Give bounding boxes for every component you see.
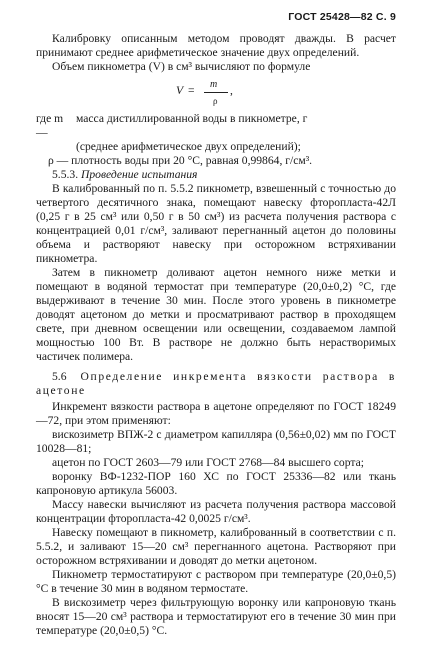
list-item-viscometer: вискозиметр ВПЖ-2 с диаметром капилляра (0,56±0,02) мм по ГОСТ 10028—81; (36, 428, 396, 455)
where-label: где m — (36, 112, 64, 139)
formula-denominator: ρ (213, 96, 218, 106)
where-definition (36, 112, 396, 140)
paragraph-volume: Объем пикнометра (V) в см³ вычисляют по формуле (52, 60, 311, 73)
paragraph-sample-placement: Навеску помещают в пикнометр, калиброванный в соответствии с п. 5.5.2, и заливают 15—20 см³ перегнанного ацетона. Растворяют при осторожном встряхивании и доводят до метки ацетоном. (36, 526, 396, 567)
formula-end: , (230, 84, 233, 97)
formula-numerator: m (210, 79, 218, 90)
paragraph-sample-mass: Массу навески вычисляют из расчета получения раствора массовой концентрации фторопласта-42 0,0025 г/см³. (36, 498, 396, 525)
paragraph-increment: Инкремент вязкости раствора в ацетоне определяют по ГОСТ 18249—72, при этом применяют: (36, 400, 396, 427)
subsection-5-5-3 (36, 168, 396, 182)
subsection-title: Проведение испытания (81, 168, 198, 181)
page-header: ГОСТ 25428—82 С. 9 (288, 11, 396, 23)
paragraph-calibration: Калибровку описанным методом проводят дважды. В расчет принимают среднее арифметическое значение двух определений. (36, 32, 396, 59)
where-continuation: (среднее арифметическое двух определений); (76, 140, 301, 153)
section-title: Определение инкремента вязкости раствора в ацетоне (36, 370, 396, 397)
volume-formula (36, 76, 396, 112)
list-item-acetone: ацетон по ГОСТ 2603—79 или ГОСТ 2768—84 высшего сорта; (52, 456, 364, 469)
document-page (36, 10, 396, 638)
rho-definition: ρ — плотность воды при 20 °С, равная 0,99864, г/см³. (48, 154, 313, 167)
paragraph-viscometer-fill: В вискозиметр через фильтрующую воронку или капроновую ткань вносят 15—20 см³ раствора и термостатируют его в течение 30 мин при температуре (20,0±0,5) °С. (36, 596, 396, 637)
list-item-funnel: воронку ВФ-1232-ПОР 160 ХС по ГОСТ 25336—82 или ткань капроновую артикула 56003. (36, 470, 396, 497)
subsection-number: 5.5.3. (52, 168, 79, 181)
formula-lhs: V (176, 84, 184, 97)
paragraph-thermostat: Затем в пикнометр доливают ацетон немного ниже метки и помещают в водяной термостат при температуре (20,0±0,2) °С, где выдерживают в течение 30 мин. После этого уровень в пикнометре доводят ацетоном до метки и просматривают раствор в проходящем свете, при дневном освещении или освещении, создаваемом лампой мощностью 100 Вт. В растворе не должно быть нерастворимых частичек полимера. (36, 266, 396, 363)
paragraph-procedure: В калиброванный по п. 5.5.2 пикнометр, взвешенный с точностью до четвертого десятичного знака, помещают навеску фторопласта-42Л (0,25 г в 25 см³ или 0,50 г в 50 см³) из расчета получения раствора с концентрацией 0,01 г/см³, заливают перегнанный ацетон до половины объема и растворяют навеску при осторожном встряхивании пикнометра. (36, 182, 396, 265)
fraction-bar (204, 92, 228, 93)
section-number: 5.6 (52, 370, 67, 383)
paragraph-pycnometer-thermostat: Пикнометр термостатируют с раствором при температуре (20,0±0,5) °С в течение 30 мин в водяном термостате. (36, 568, 396, 595)
section-5-6 (36, 370, 396, 398)
formula-equals: = (188, 84, 195, 97)
where-text: масса дистиллированной воды в пикнометре, г (76, 112, 308, 125)
